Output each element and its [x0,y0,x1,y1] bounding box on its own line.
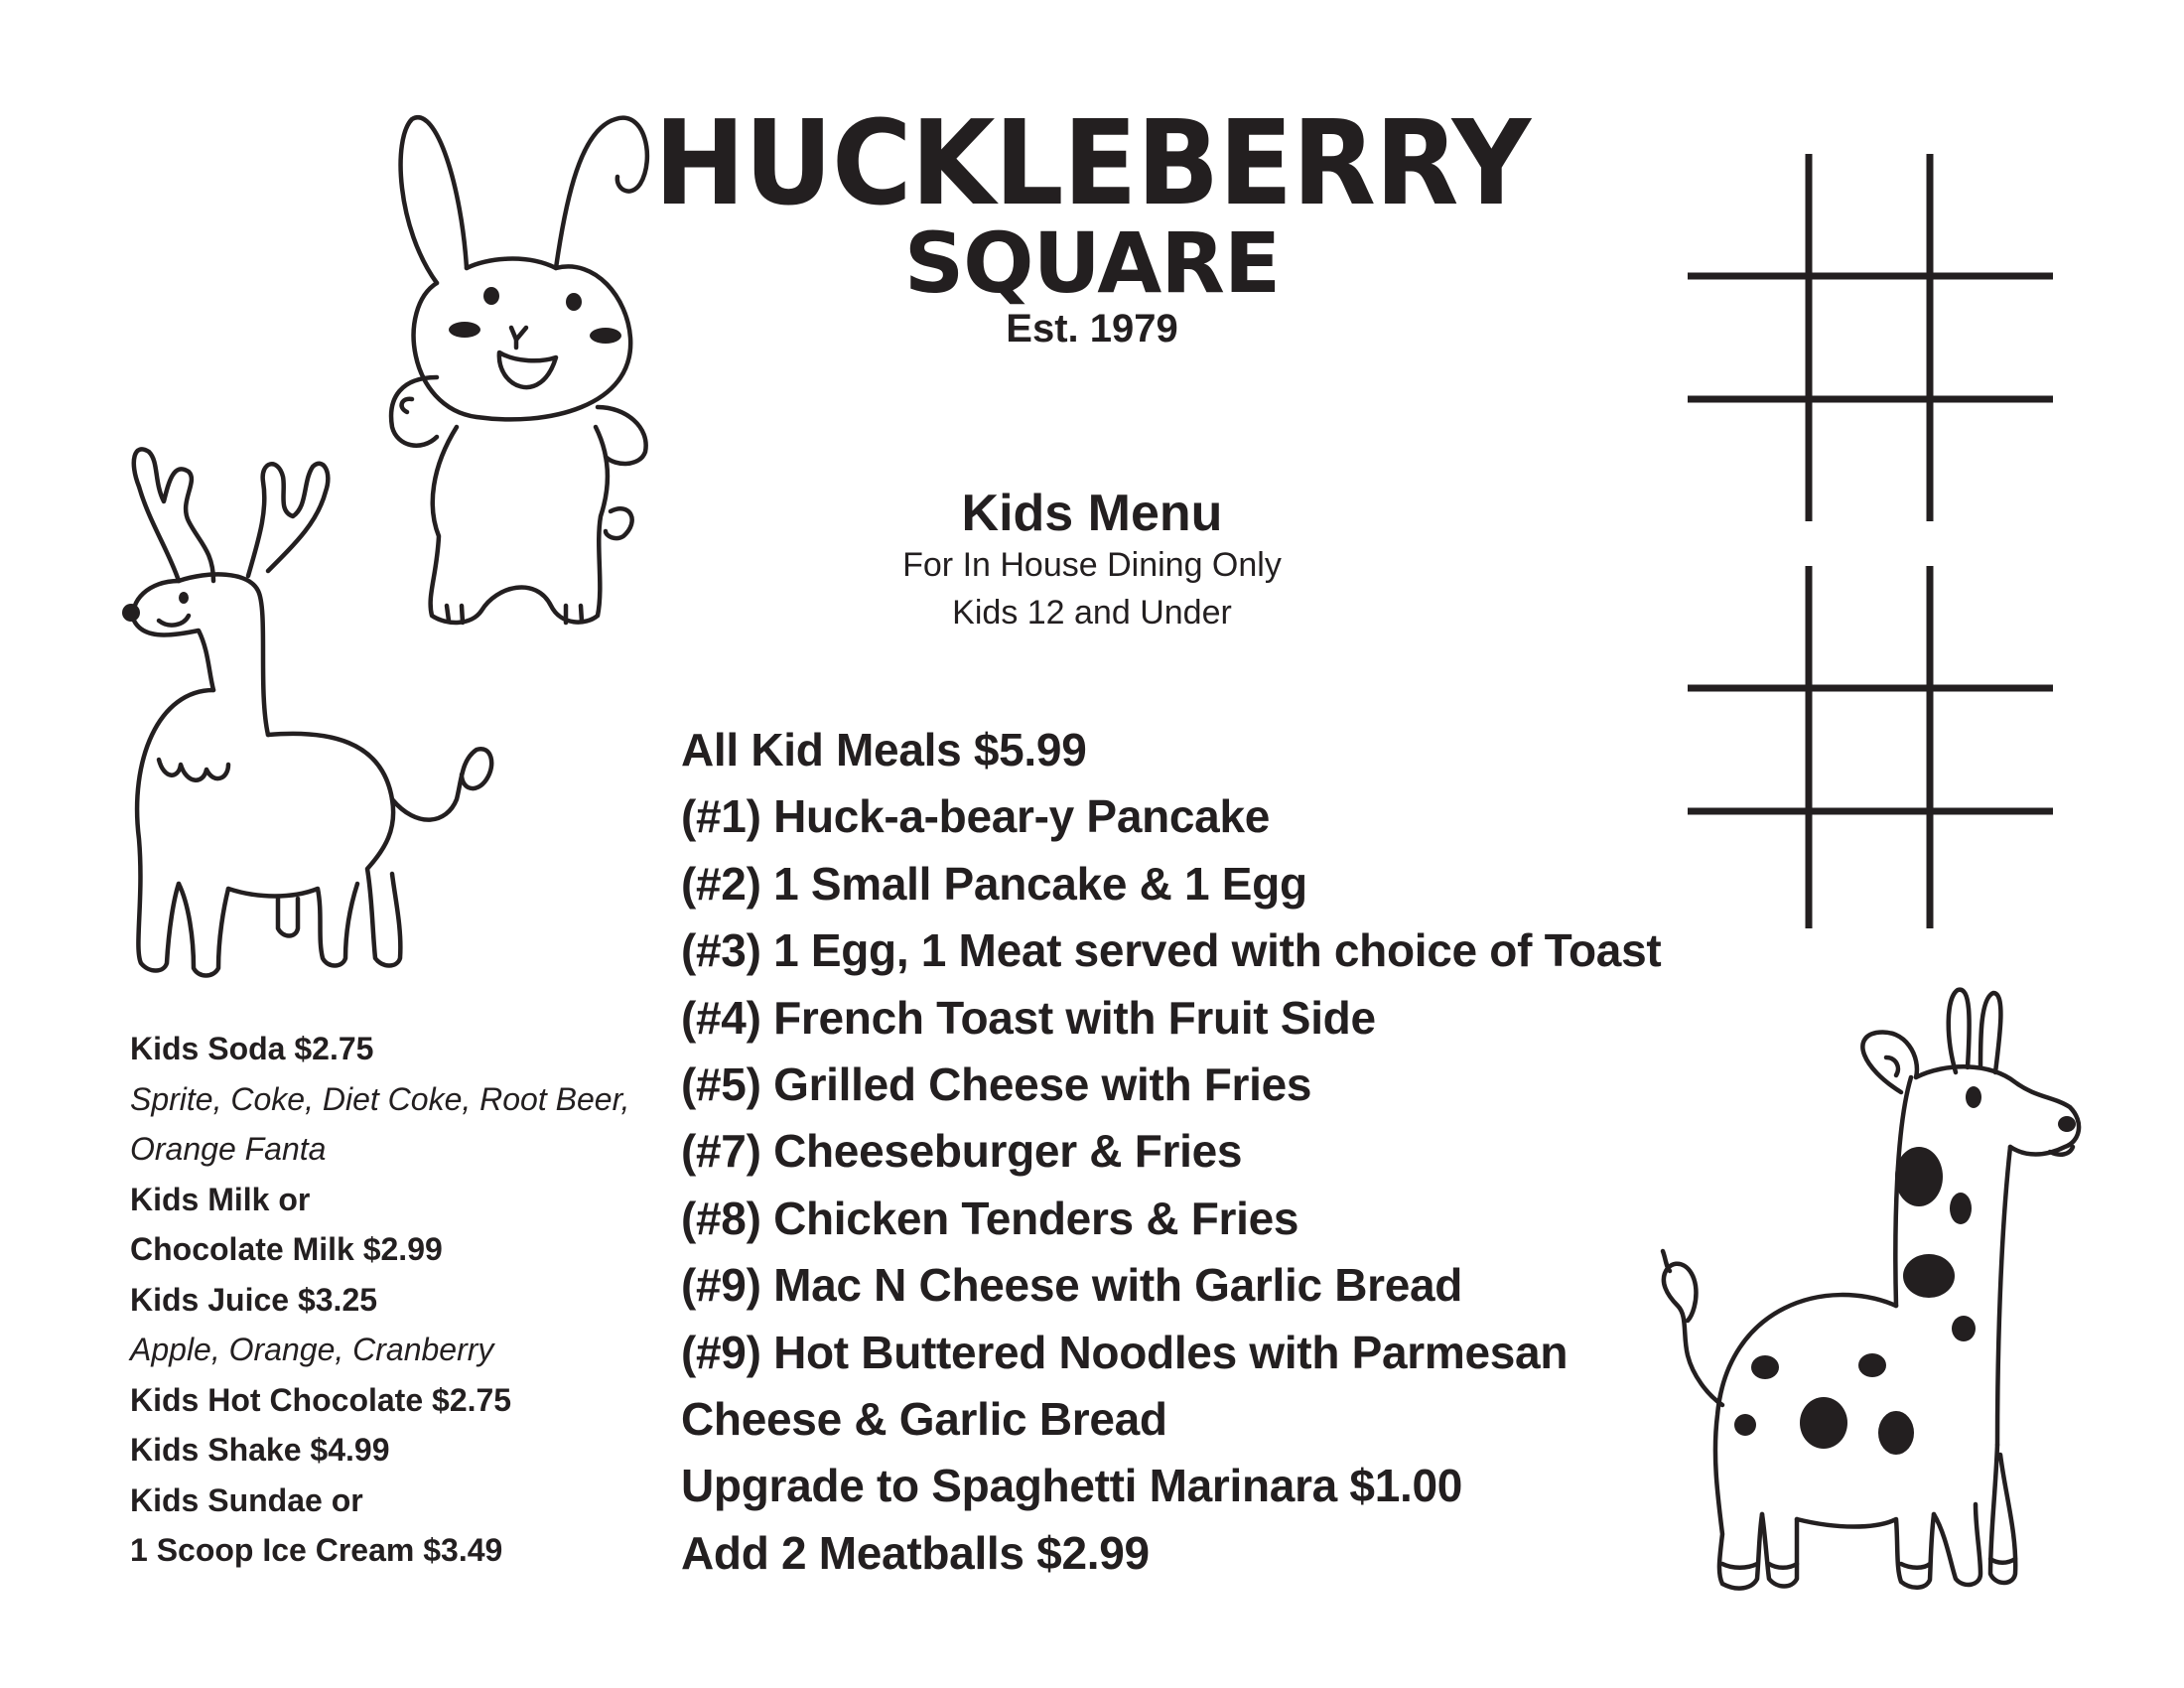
drinks-list [130,1024,666,1576]
meal-item: (#9) Hot Buttered Noodles with Parmesan [681,1326,1569,1378]
tic-tac-toe-grid[interactable] [1688,566,2065,933]
drink-item: Chocolate Milk $2.99 [130,1231,443,1267]
meal-item: (#9) Mac N Cheese with Garlic Bread [681,1259,1463,1312]
menu-title: Kids Menu [961,485,1223,542]
established-year: Est. 1979 [1006,307,1178,351]
meal-item: (#5) Grilled Cheese with Fries [681,1058,1312,1111]
brand-name: HUCKLEBERRY [653,94,1531,231]
meal-item: (#1) Huck-a-bear-y Pancake [681,790,1271,843]
meal-item: Upgrade to Spaghetti Marinara $1.00 [681,1460,1463,1512]
meal-item: (#7) Cheeseburger & Fries [681,1125,1243,1178]
menu-note: For In House Dining Only [902,545,1282,584]
drink-item: Kids Milk or [130,1181,311,1217]
brand-header [615,94,1569,352]
menu-note: Kids 12 and Under [952,593,1232,632]
meal-item: (#8) Chicken Tenders & Fries [681,1192,1299,1244]
drink-description: Orange Fanta [130,1131,327,1167]
drink-item: Kids Shake $4.99 [130,1432,390,1468]
meal-item: (#4) French Toast with Fruit Side [681,991,1376,1044]
menu-heading [794,487,1390,636]
meal-item: Cheese & Garlic Bread [681,1393,1167,1446]
brand-subtitle: SQUARE [903,214,1281,312]
drink-item: Kids Juice $3.25 [130,1281,378,1318]
drink-item: 1 Scoop Ice Cream $3.49 [130,1532,503,1568]
drink-description: Sprite, Coke, Diet Coke, Root Beer, [130,1080,630,1117]
meal-item: Add 2 Meatballs $2.99 [681,1526,1150,1579]
drink-item: Kids Soda $2.75 [130,1031,374,1066]
meal-item: (#2) 1 Small Pancake & 1 Egg [681,857,1307,910]
drink-item: Kids Hot Chocolate $2.75 [130,1381,512,1418]
meal-item: (#3) 1 Egg, 1 Meat served with choice of Toast [681,924,1662,977]
meal-item: All Kid Meals $5.99 [681,724,1087,775]
giraffe-icon [1648,978,2085,1604]
tic-tac-toe-grid[interactable] [1688,154,2065,521]
meals-list [681,717,1723,1587]
drink-description: Apple, Orange, Cranberry [130,1332,494,1367]
drink-item: Kids Sundae or [130,1481,363,1518]
deer-icon [119,432,506,983]
